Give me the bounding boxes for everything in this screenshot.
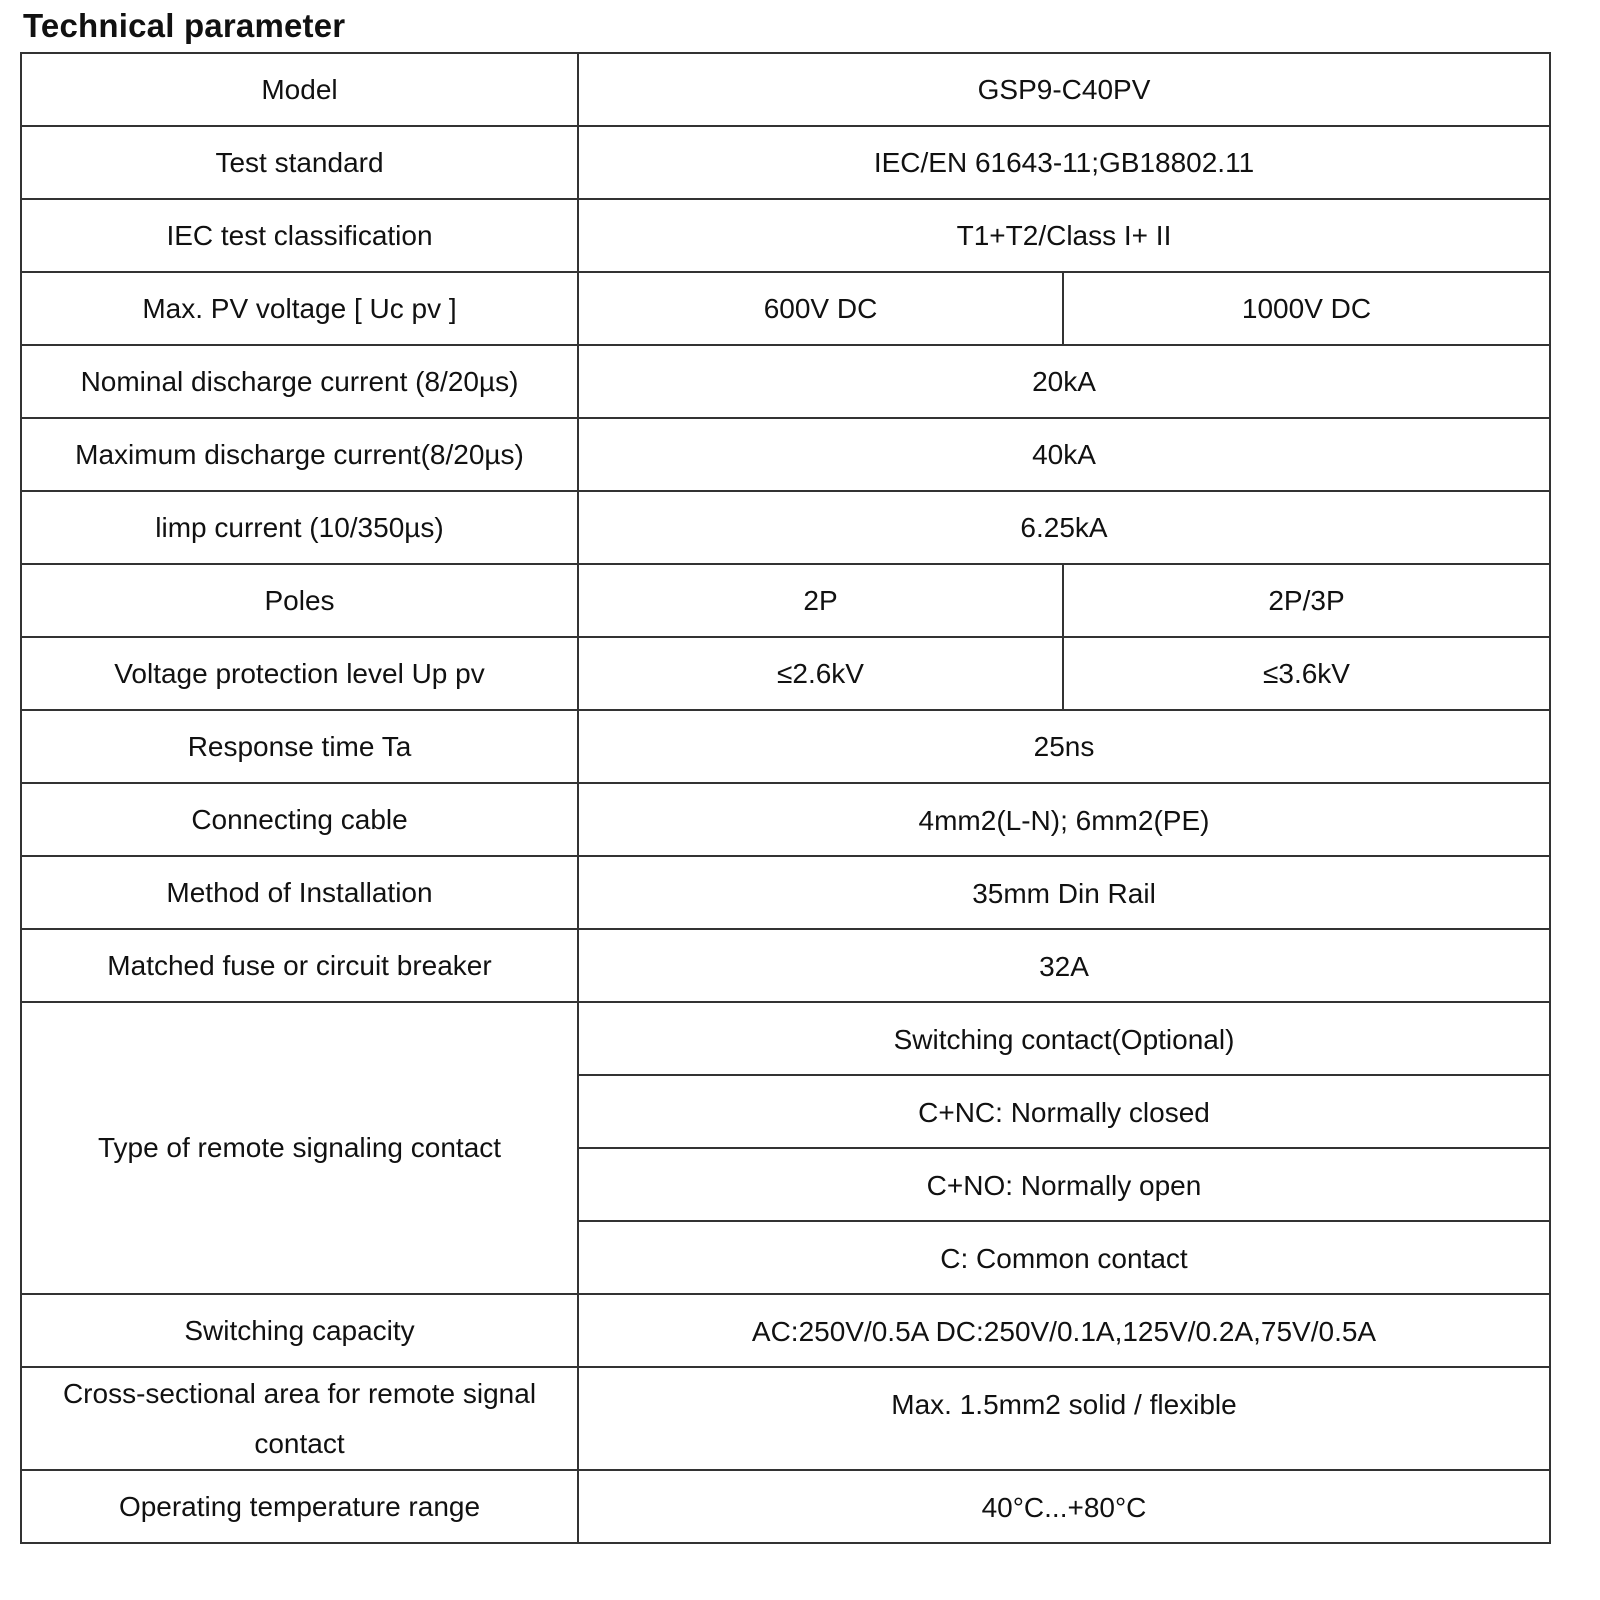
row-value-600v: 600V DC: [578, 272, 1063, 345]
table-row-max-discharge: [21, 418, 1550, 491]
row-label: Matched fuse or circuit breaker: [21, 929, 578, 1002]
remote-contact-value: C+NC: Normally closed: [578, 1075, 1550, 1148]
row-value: 32A: [578, 929, 1550, 1002]
table-row-iec-classification: [21, 199, 1550, 272]
row-label: limp current (10/350µs): [21, 491, 578, 564]
table-row-response-time: [21, 710, 1550, 783]
row-label: Voltage protection level Up pv: [21, 637, 578, 710]
row-label: Switching capacity: [21, 1294, 578, 1367]
row-value: Max. 1.5mm2 solid / flexible: [578, 1367, 1550, 1470]
row-value: T1+T2/Class I+ II: [578, 199, 1550, 272]
table-row-nominal-discharge: [21, 345, 1550, 418]
table-row-connecting-cable: [21, 783, 1550, 856]
row-label: Test standard: [21, 126, 578, 199]
row-label: Operating temperature range: [21, 1470, 578, 1543]
remote-contact-value: Switching contact(Optional): [578, 1002, 1550, 1075]
row-label: Cross-sectional area for remote signal contact: [21, 1367, 578, 1470]
row-value: IEC/EN 61643-11;GB18802.11: [578, 126, 1550, 199]
row-label: Response time Ta: [21, 710, 578, 783]
row-label: IEC test classification: [21, 199, 578, 272]
row-value: 4mm2(L-N); 6mm2(PE): [578, 783, 1550, 856]
table-row-installation: [21, 856, 1550, 929]
table-row-limp-current: [21, 491, 1550, 564]
row-label: Maximum discharge current(8/20µs): [21, 418, 578, 491]
row-value: 40°C...+80°C: [578, 1470, 1550, 1543]
technical-parameter-table: [20, 52, 1551, 1544]
table-row-model: [21, 53, 1550, 126]
row-label: Type of remote signaling contact: [21, 1002, 578, 1294]
row-value: AC:250V/0.5A DC:250V/0.1A,125V/0.2A,75V/0.5A: [578, 1294, 1550, 1367]
table-row-remote-contact: [21, 1002, 1550, 1075]
row-value: GSP9-C40PV: [578, 53, 1550, 126]
row-label: Nominal discharge current (8/20µs): [21, 345, 578, 418]
row-value: 6.25kA: [578, 491, 1550, 564]
table-row-fuse: [21, 929, 1550, 1002]
row-value-1000v-level: ≤3.6kV: [1063, 637, 1550, 710]
row-value: 20kA: [578, 345, 1550, 418]
row-value: 25ns: [578, 710, 1550, 783]
row-value-1000v: 1000V DC: [1063, 272, 1550, 345]
table-row-poles: [21, 564, 1550, 637]
page-title: Technical parameter: [23, 7, 346, 44]
table-row-switching-capacity: [21, 1294, 1550, 1367]
row-label: Model: [21, 53, 578, 126]
row-value: 35mm Din Rail: [578, 856, 1550, 929]
row-value-600v-level: ≤2.6kV: [578, 637, 1063, 710]
row-label: Connecting cable: [21, 783, 578, 856]
row-value: 40kA: [578, 418, 1550, 491]
table-row-cross-section: [21, 1367, 1550, 1470]
row-value-2p: 2P: [578, 564, 1063, 637]
table-row-test-standard: [21, 126, 1550, 199]
row-label: Max. PV voltage [ Uc pv ]: [21, 272, 578, 345]
remote-contact-value: C: Common contact: [578, 1221, 1550, 1294]
row-label: Method of Installation: [21, 856, 578, 929]
table-row-temperature: [21, 1470, 1550, 1543]
row-label: Poles: [21, 564, 578, 637]
row-value-2p-3p: 2P/3P: [1063, 564, 1550, 637]
table-row-voltage-protection: [21, 637, 1550, 710]
remote-contact-value: C+NO: Normally open: [578, 1148, 1550, 1221]
table-row-max-pv-voltage: [21, 272, 1550, 345]
